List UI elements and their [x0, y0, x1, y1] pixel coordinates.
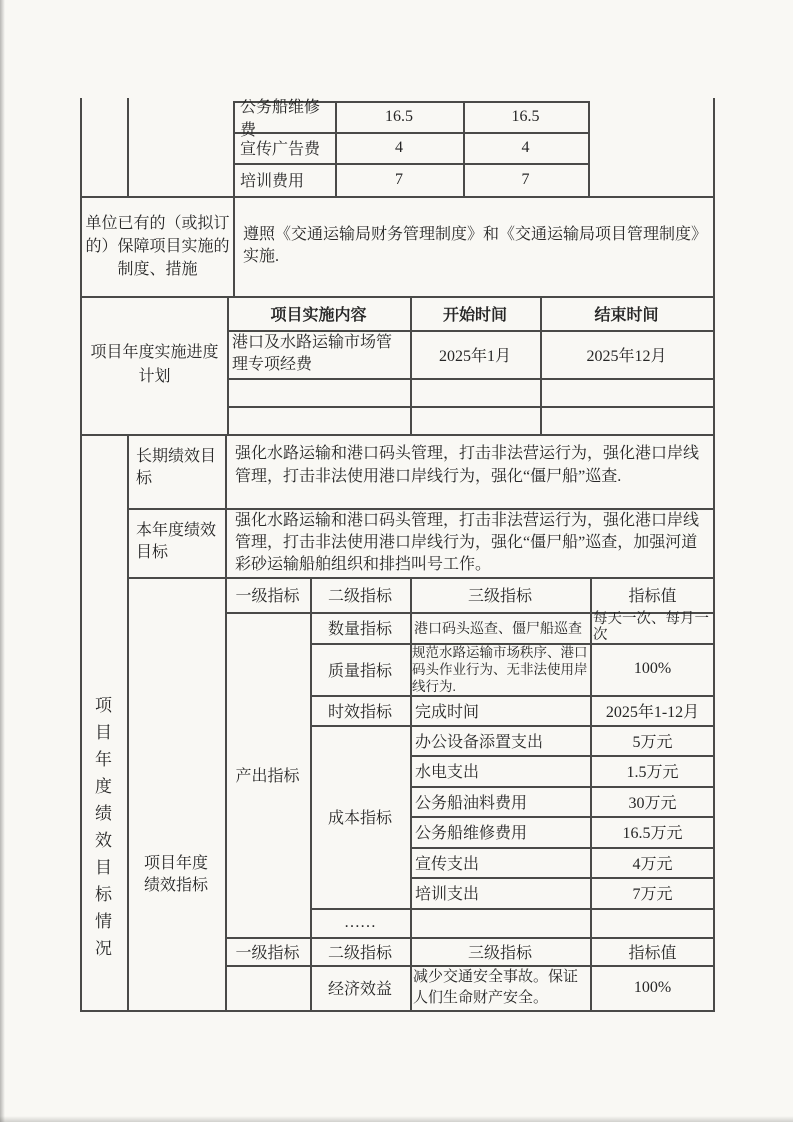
cost-value-cell — [590, 786, 715, 816]
timeliness-indicator-label: 时效指标 — [327, 703, 392, 721]
quantity-value: 每天一次、每月一次 — [593, 611, 709, 643]
schedule-end: 2025年12月 — [586, 347, 667, 365]
cost-level3-cell — [410, 816, 590, 847]
safeguard-content: 遵照《交通运输局财务管理制度》和《交通运输局项目管理制度》实施. — [243, 226, 700, 265]
output-indicator-cell — [225, 612, 310, 937]
indicator-header-level3 — [410, 577, 590, 612]
cost-level3-cell — [410, 877, 590, 908]
safeguard-label-cell — [82, 196, 233, 296]
quantity-indicator-label: 数量指标 — [327, 621, 392, 638]
carryover-item-cell — [236, 98, 332, 139]
cost-value-cell — [590, 847, 715, 877]
timeliness-indicator-cell — [310, 695, 410, 725]
side-label-char: 目 — [95, 723, 112, 742]
carryover-value-cell — [463, 101, 588, 132]
safeguard-content-cell — [235, 196, 713, 296]
timeliness-value-cell — [590, 695, 715, 725]
timeliness-level3-cell — [410, 695, 590, 725]
economic-value-cell — [590, 965, 715, 1010]
timeliness-level3: 完成时间 — [415, 703, 480, 721]
schedule-start: 2025年1月 — [438, 347, 511, 365]
table-line — [588, 101, 590, 196]
cost-value: 7万元 — [632, 886, 673, 903]
cost-level3-cell — [410, 755, 590, 786]
quantity-level3: 港口码头巡查、僵尸船巡查 — [414, 621, 582, 637]
annual-goal-content-cell — [225, 508, 715, 577]
cost-value: 30万元 — [628, 794, 677, 812]
side-label-char: 况 — [95, 939, 112, 958]
carryover-value-cell — [335, 101, 463, 132]
schedule-header-content — [227, 296, 410, 330]
carryover-value: 16.5 — [385, 107, 413, 125]
safeguard-label-line: 的）保障项目实施的 — [85, 237, 230, 255]
schedule-header-label: 项目实施内容 — [270, 306, 367, 324]
carryover-value: 16.5 — [511, 107, 540, 125]
carryover-item-cell — [236, 163, 332, 196]
carryover-value-cell — [463, 132, 588, 163]
economic-value: 100% — [633, 978, 672, 996]
carryover-value: 7 — [395, 170, 403, 188]
side-label-char: 度 — [95, 777, 112, 796]
indicator-header-label: 指标值 — [628, 944, 677, 962]
cost-value: 16.5万元 — [622, 825, 683, 842]
schedule-header-start — [410, 296, 540, 330]
indicator-label-cell — [127, 577, 225, 1010]
carryover-item-label: 宣传广告费 — [240, 141, 321, 158]
performance-side-label — [80, 434, 127, 1010]
timeliness-value: 2025年1-12月 — [605, 703, 700, 721]
schedule-start-cell — [410, 330, 540, 378]
carryover-item-label: 培训费用 — [240, 173, 305, 190]
long-term-goal-content-cell — [225, 434, 715, 508]
carryover-item-cell — [236, 132, 332, 163]
indicator-header-label: 三级指标 — [467, 944, 532, 962]
indicator-header-label: 一级指标 — [235, 588, 300, 605]
cost-level3: 水电支出 — [415, 764, 480, 781]
cost-level3: 宣传支出 — [415, 855, 480, 873]
economic-level3-cell — [410, 965, 590, 1010]
carryover-value: 4 — [521, 138, 530, 156]
indicator-header-label: 二级指标 — [327, 944, 392, 962]
quality-value: 100% — [633, 660, 672, 677]
carryover-value: 7 — [521, 170, 530, 188]
long-term-goal-label-cell — [127, 434, 225, 508]
cost-indicator-cell — [310, 725, 410, 908]
schedule-header-end — [540, 296, 713, 330]
schedule-label-cell — [82, 296, 227, 434]
output-indicator-label: 产出指标 — [235, 768, 300, 785]
ellipsis-text: …… — [344, 913, 376, 931]
table-line — [127, 98, 129, 196]
quality-indicator-label: 质量指标 — [327, 662, 392, 680]
annual-goal-label: 本年度绩效目标 — [136, 522, 217, 561]
side-label-char: 情 — [95, 912, 112, 931]
cost-level3-cell — [410, 725, 590, 755]
side-label-char: 年 — [95, 750, 112, 769]
long-term-goal-label: 长期绩效目标 — [136, 448, 217, 487]
long-term-goal-content: 强化水路运输和港口码头管理，打击非法营运行为，强化港口岸线管理，打击非法使用港口岸线行为，强化“僵尸船”巡查. — [235, 445, 700, 485]
table-line — [227, 406, 715, 408]
indicator2-header-level3 — [410, 937, 590, 965]
side-label-char: 效 — [95, 831, 112, 850]
side-label-char: 绩 — [95, 804, 112, 823]
indicator-label-line: 项目年度 — [143, 855, 208, 872]
annual-goal-label-cell — [127, 508, 225, 577]
carryover-item-label: 公务船维修费 — [240, 98, 321, 139]
quality-level3: 规范水路运输市场秩序、港口码头作业行为、无非法使用岸线行为. — [412, 644, 588, 694]
indicator-header-level1 — [225, 577, 310, 612]
cost-value: 4万元 — [632, 855, 673, 873]
schedule-header-label: 开始时间 — [442, 306, 507, 324]
indicator-header-label: 三级指标 — [467, 588, 532, 605]
annual-goal-content: 强化水路运输和港口码头管理，打击非法营运行为，强化港口岸线管理，打击非法使用港口岸线行为，强化“僵尸船”巡查，加强河道彩砂运输船舶组织和排挡叫号工作。 — [235, 512, 700, 573]
carryover-value: 4 — [395, 138, 403, 156]
carryover-value-cell — [335, 163, 463, 196]
side-label-char: 项 — [95, 696, 112, 715]
cost-indicator-label: 成本指标 — [327, 810, 392, 827]
schedule-end-cell — [540, 330, 713, 378]
cost-level3-cell — [410, 847, 590, 877]
economic-level3: 减少交通安全事故。保证人们生命财产安全。 — [413, 968, 579, 1006]
cost-level3: 办公设备添置支出 — [415, 733, 544, 751]
table-line — [233, 101, 235, 196]
indicator-header-value — [590, 577, 715, 612]
side-label-char: 目 — [95, 858, 112, 877]
carryover-value-cell — [335, 132, 463, 163]
cost-value: 5万元 — [632, 733, 673, 751]
cost-value-cell — [590, 816, 715, 847]
indicator-label-line: 绩效指标 — [143, 877, 208, 894]
quality-level3-cell — [410, 643, 590, 695]
safeguard-label-line: 制度、措施 — [117, 260, 198, 278]
safeguard-label-line: 单位已有的（或拟订 — [85, 214, 230, 232]
quantity-indicator-cell — [310, 612, 410, 643]
economic-indicator-label: 经济效益 — [327, 981, 392, 998]
indicator-header-label: 指标值 — [628, 588, 677, 605]
scan-edge-bottom — [0, 1116, 793, 1122]
indicator-header-level2 — [310, 577, 410, 612]
quantity-level3-cell — [410, 612, 590, 643]
cost-level3-cell — [410, 786, 590, 816]
ellipsis-cell — [310, 908, 410, 937]
indicator-header-label: 一级指标 — [235, 944, 300, 962]
indicator2-header-value — [590, 937, 715, 965]
cost-value-cell — [590, 755, 715, 786]
carryover-value-cell — [463, 163, 588, 196]
schedule-label-line: 计划 — [138, 368, 171, 385]
indicator-header-label: 二级指标 — [327, 588, 392, 605]
cost-value: 1.5万元 — [626, 764, 679, 781]
cost-value-cell — [590, 877, 715, 908]
table-line — [227, 378, 715, 380]
cost-level3: 培训支出 — [415, 886, 480, 903]
schedule-content: 港口及水路运输市场管理专项经费 — [232, 334, 393, 373]
schedule-label-line: 项目年度实施进度 — [90, 344, 219, 361]
quantity-value-cell — [590, 612, 713, 643]
cost-value-cell — [590, 725, 715, 755]
table-border-bottom — [80, 1010, 715, 1012]
indicator2-header-level1 — [225, 937, 310, 965]
side-label-char: 标 — [95, 885, 112, 904]
quality-indicator-cell — [310, 643, 410, 695]
cost-level3: 公务船维修费用 — [415, 825, 528, 842]
scan-edge-left — [0, 0, 5, 1122]
schedule-header-label: 结束时间 — [594, 306, 659, 324]
cost-level3: 公务船油料费用 — [415, 794, 528, 812]
indicator2-header-level2 — [310, 937, 410, 965]
schedule-content-cell — [229, 330, 409, 378]
economic-indicator-cell — [310, 965, 410, 1010]
quality-value-cell — [590, 643, 715, 695]
